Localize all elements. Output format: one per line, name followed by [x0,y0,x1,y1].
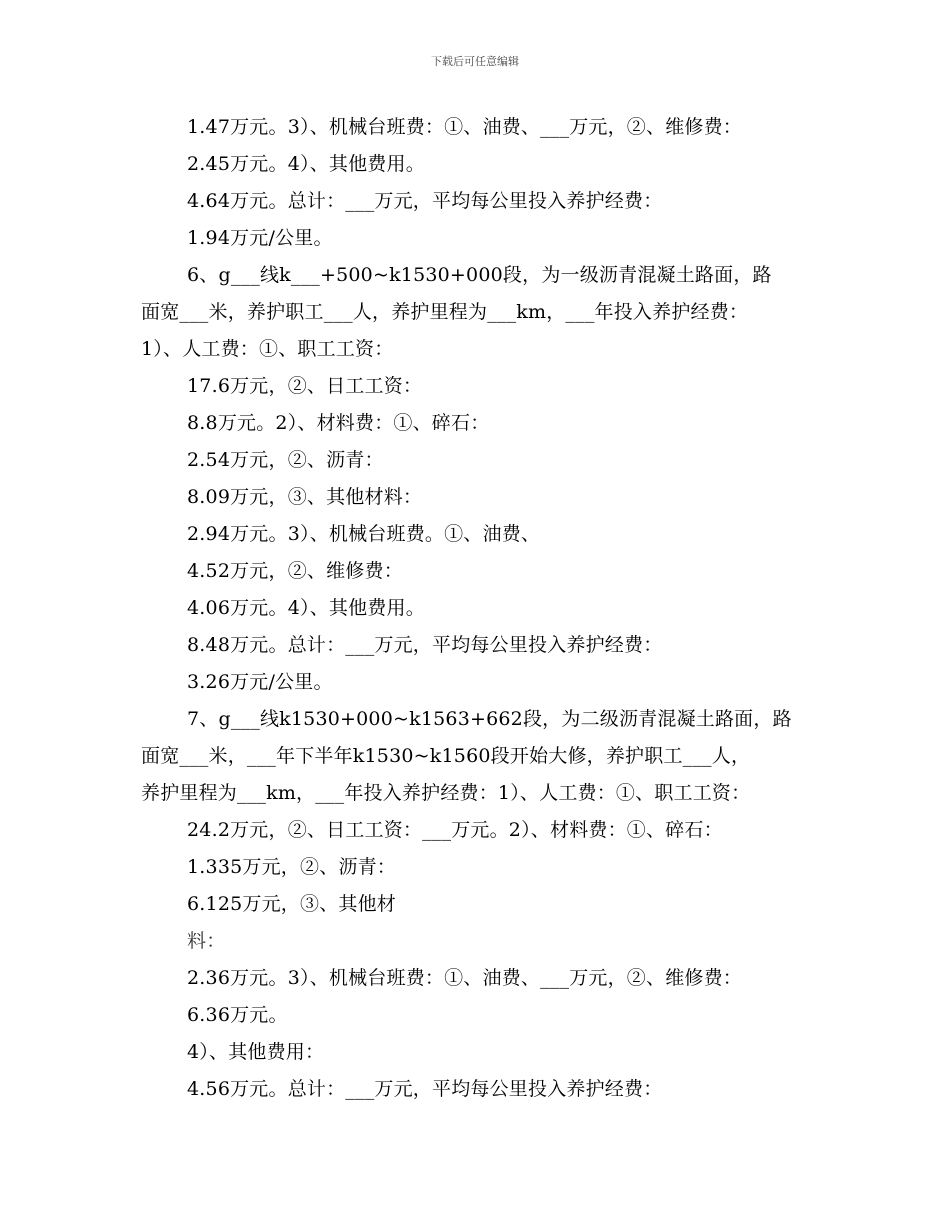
text-line: 2.45万元。4）、其他费用。 [187,153,425,175]
text-line: 4）、其他费用： [187,1041,325,1063]
paragraph-7-start: 7、g___线k1530+000~k1563+662段，为二级沥青混凝土路面，路 [187,708,792,730]
text-line: 2.54万元，②、沥青： [187,449,384,471]
text-line: 1.94万元/公里。 [187,227,333,249]
text-line: 24.2万元，②、日工工资：___万元。2）、材料费：①、碎石： [187,819,723,841]
text-line: 8.48万元。总计：___万元，平均每公里投入养护经费： [187,634,663,656]
text-line: 6.125万元，③、其他材 [187,893,396,915]
text-line: 面宽___米，___年下半年k1530~k1560段开始大修，养护职工___人， [141,745,751,767]
paragraph-6-start: 6、g___线k___+500~k1530+000段，为一级沥青混凝土路面，路 [187,264,772,286]
text-line: 1.335万元，②、沥青： [187,856,396,878]
text-line: 料： [187,930,226,952]
text-line: 4.06万元。4）、其他费用。 [187,597,425,619]
page-header: 下载后可任意编辑 [431,55,519,68]
text-line: 6.36万元。 [187,1004,288,1026]
text-line: 1.47万元。3）、机械台班费：①、油费、___万元，②、维修费： [187,116,742,138]
document-body [141,109,831,1108]
text-line: 17.6万元，②、日工工资： [187,375,423,397]
text-line: 4.56万元。总计：___万元，平均每公里投入养护经费： [187,1078,663,1100]
text-line: 4.64万元。总计：___万元，平均每公里投入养护经费： [187,190,663,212]
text-line: 8.8万元。2）、材料费：①、碎石： [187,412,490,434]
text-line: 养护里程为___km，___年投入养护经费：1）、人工费：①、职工工资： [141,782,751,804]
text-line: 4.52万元，②、维修费： [187,560,403,582]
text-line: 8.09万元，③、其他材料： [187,486,423,508]
text-line: 面宽___米，养护职工___人，养护里程为___km，___年投入养护经费： [141,301,749,323]
text-line: 1）、人工费：①、职工工资： [141,338,394,360]
text-line: 2.36万元。3）、机械台班费：①、油费、___万元，②、维修费： [187,967,742,989]
text-line: 2.94万元。3）、机械台班费。①、油费、 [187,523,541,545]
text-line: 3.26万元/公里。 [187,671,333,693]
